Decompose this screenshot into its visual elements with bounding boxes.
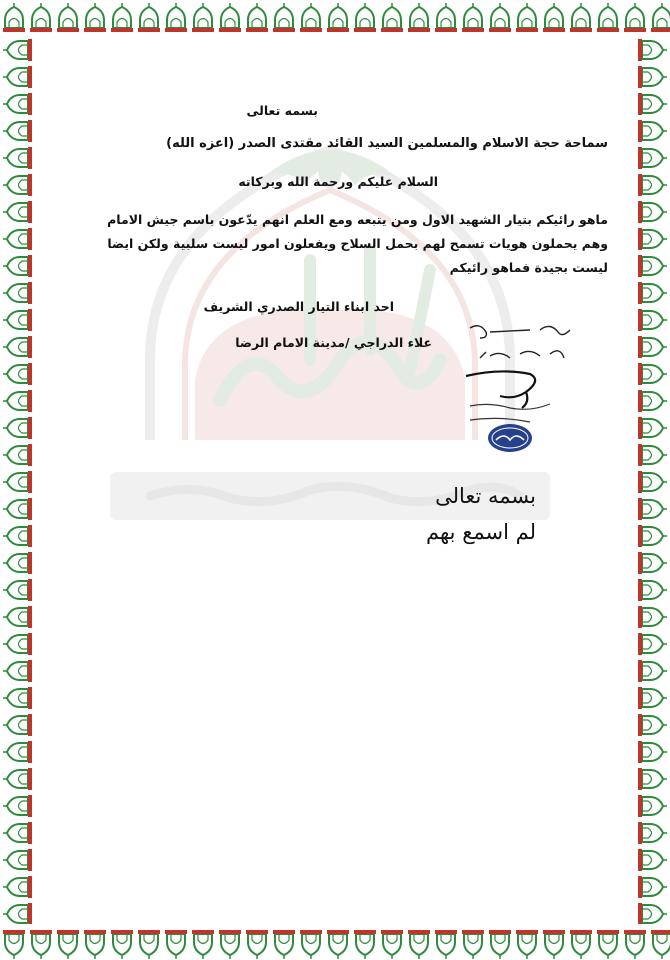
- border-motif: [3, 390, 32, 412]
- border-motif: [597, 930, 619, 959]
- border-motif: [638, 714, 667, 736]
- decorative-border-left: [0, 36, 36, 924]
- border-motif: [638, 417, 667, 439]
- border-motif: [638, 228, 667, 250]
- border-motif: [3, 471, 32, 493]
- border-motif: [3, 660, 32, 682]
- border-motif: [3, 282, 32, 304]
- border-motif: [3, 39, 32, 61]
- sender-line: احد ابناء التيار الصدري الشريف: [203, 299, 394, 314]
- border-motif: [543, 930, 565, 959]
- border-motif: [3, 606, 32, 628]
- reply-heading: بسمه تعالى: [435, 484, 536, 508]
- border-motif: [638, 39, 667, 61]
- border-motif: [30, 930, 52, 959]
- border-motif: [192, 930, 214, 959]
- border-motif: [638, 363, 667, 385]
- border-motif: [381, 3, 403, 32]
- border-motif: [462, 3, 484, 32]
- border-motif: [435, 930, 457, 959]
- border-motif: [570, 3, 592, 32]
- border-motif: [638, 282, 667, 304]
- border-motif: [30, 3, 52, 32]
- border-motif: [300, 3, 322, 32]
- border-motif: [638, 849, 667, 871]
- border-motif: [638, 552, 667, 574]
- border-motif: [273, 3, 295, 32]
- border-motif: [3, 66, 32, 88]
- border-motif: [3, 633, 32, 655]
- border-motif: [638, 201, 667, 223]
- border-motif: [3, 903, 32, 924]
- border-motif: [638, 336, 667, 358]
- border-motif: [246, 3, 268, 32]
- border-motif: [638, 174, 667, 196]
- border-motif: [3, 741, 32, 763]
- border-motif: [638, 390, 667, 412]
- border-motif: [3, 552, 32, 574]
- decorative-border-top: [0, 0, 670, 36]
- border-motif: [638, 147, 667, 169]
- border-motif: [3, 228, 32, 250]
- border-motif: [638, 93, 667, 115]
- border-motif: [638, 525, 667, 547]
- body-line: وهم يحملون هويات تسمح لهم بحمل السلاح ويفعلون امور ليست سلبية ولكن ايضا: [107, 236, 608, 251]
- border-motif: [84, 930, 106, 959]
- recipient-line: سماحة حجة الاسلام والمسلمين السيد القائد مقتدى الصدر (اعزه الله): [166, 136, 608, 151]
- border-motif: [273, 930, 295, 959]
- border-motif: [489, 3, 511, 32]
- border-motif: [354, 3, 376, 32]
- border-motif: [3, 174, 32, 196]
- border-motif: [638, 120, 667, 142]
- border-motif: [638, 309, 667, 331]
- border-motif: [3, 795, 32, 817]
- reply-text: لم اسمع بهم: [426, 520, 536, 544]
- border-motif: [192, 3, 214, 32]
- border-motif: [638, 471, 667, 493]
- border-motif: [638, 822, 667, 844]
- border-motif: [354, 930, 376, 959]
- border-motif: [624, 3, 646, 32]
- border-motif: [3, 201, 32, 223]
- border-motif: [165, 930, 187, 959]
- border-motif: [3, 363, 32, 385]
- border-motif: [327, 3, 349, 32]
- border-motif: [3, 822, 32, 844]
- border-motif: [3, 444, 32, 466]
- border-motif: [638, 633, 667, 655]
- border-motif: [3, 525, 32, 547]
- sender-name-line: علاء الدراجي /مدينة الامام الرضا: [235, 335, 432, 350]
- border-motif: [57, 930, 79, 959]
- decorative-border-right: [634, 36, 670, 924]
- border-motif: [111, 930, 133, 959]
- border-motif: [638, 66, 667, 88]
- border-motif: [638, 255, 667, 277]
- border-motif: [3, 93, 32, 115]
- border-motif: [638, 660, 667, 682]
- border-motif: [3, 876, 32, 898]
- border-motif: [3, 147, 32, 169]
- border-motif: [435, 3, 457, 32]
- border-motif: [638, 741, 667, 763]
- border-motif: [638, 687, 667, 709]
- border-motif: [138, 930, 160, 959]
- border-motif: [3, 417, 32, 439]
- border-motif: [543, 3, 565, 32]
- border-motif: [638, 444, 667, 466]
- border-motif: [651, 930, 670, 959]
- letter-heading: بسمه تعالى: [246, 103, 318, 118]
- border-motif: [516, 3, 538, 32]
- border-motif: [219, 3, 241, 32]
- border-motif: [57, 3, 79, 32]
- decorative-border-bottom: [0, 924, 670, 960]
- border-motif: [651, 3, 670, 32]
- border-motif: [3, 768, 32, 790]
- border-motif: [3, 849, 32, 871]
- border-motif: [165, 3, 187, 32]
- border-motif: [3, 930, 25, 959]
- signature-and-stamp: [430, 308, 580, 458]
- border-motif: [638, 768, 667, 790]
- border-motif: [138, 3, 160, 32]
- border-motif: [3, 498, 32, 520]
- body-line: ماهو رائيكم بتيار الشهيد الاول ومن يتبعه ومع العلم انهم يدّعون باسم جيش الامام: [107, 212, 608, 227]
- border-motif: [408, 3, 430, 32]
- border-motif: [638, 579, 667, 601]
- border-motif: [3, 309, 32, 331]
- border-motif: [489, 930, 511, 959]
- border-motif: [3, 120, 32, 142]
- border-motif: [3, 714, 32, 736]
- border-motif: [516, 930, 538, 959]
- border-motif: [638, 498, 667, 520]
- border-motif: [624, 930, 646, 959]
- border-motif: [246, 930, 268, 959]
- greeting-line: السلام عليكم ورحمة الله وبركاته: [238, 174, 438, 189]
- border-motif: [570, 930, 592, 959]
- border-motif: [3, 336, 32, 358]
- body-line: ليست بجيدة فماهو رائيكم: [449, 260, 608, 275]
- border-motif: [3, 687, 32, 709]
- border-motif: [408, 930, 430, 959]
- border-motif: [3, 255, 32, 277]
- border-motif: [638, 795, 667, 817]
- border-motif: [381, 930, 403, 959]
- border-motif: [327, 930, 349, 959]
- border-motif: [219, 930, 241, 959]
- border-motif: [638, 876, 667, 898]
- border-motif: [3, 3, 25, 32]
- border-motif: [462, 930, 484, 959]
- border-motif: [84, 3, 106, 32]
- border-motif: [638, 606, 667, 628]
- border-motif: [597, 3, 619, 32]
- border-motif: [300, 930, 322, 959]
- border-motif: [111, 3, 133, 32]
- border-motif: [638, 903, 667, 924]
- border-motif: [3, 579, 32, 601]
